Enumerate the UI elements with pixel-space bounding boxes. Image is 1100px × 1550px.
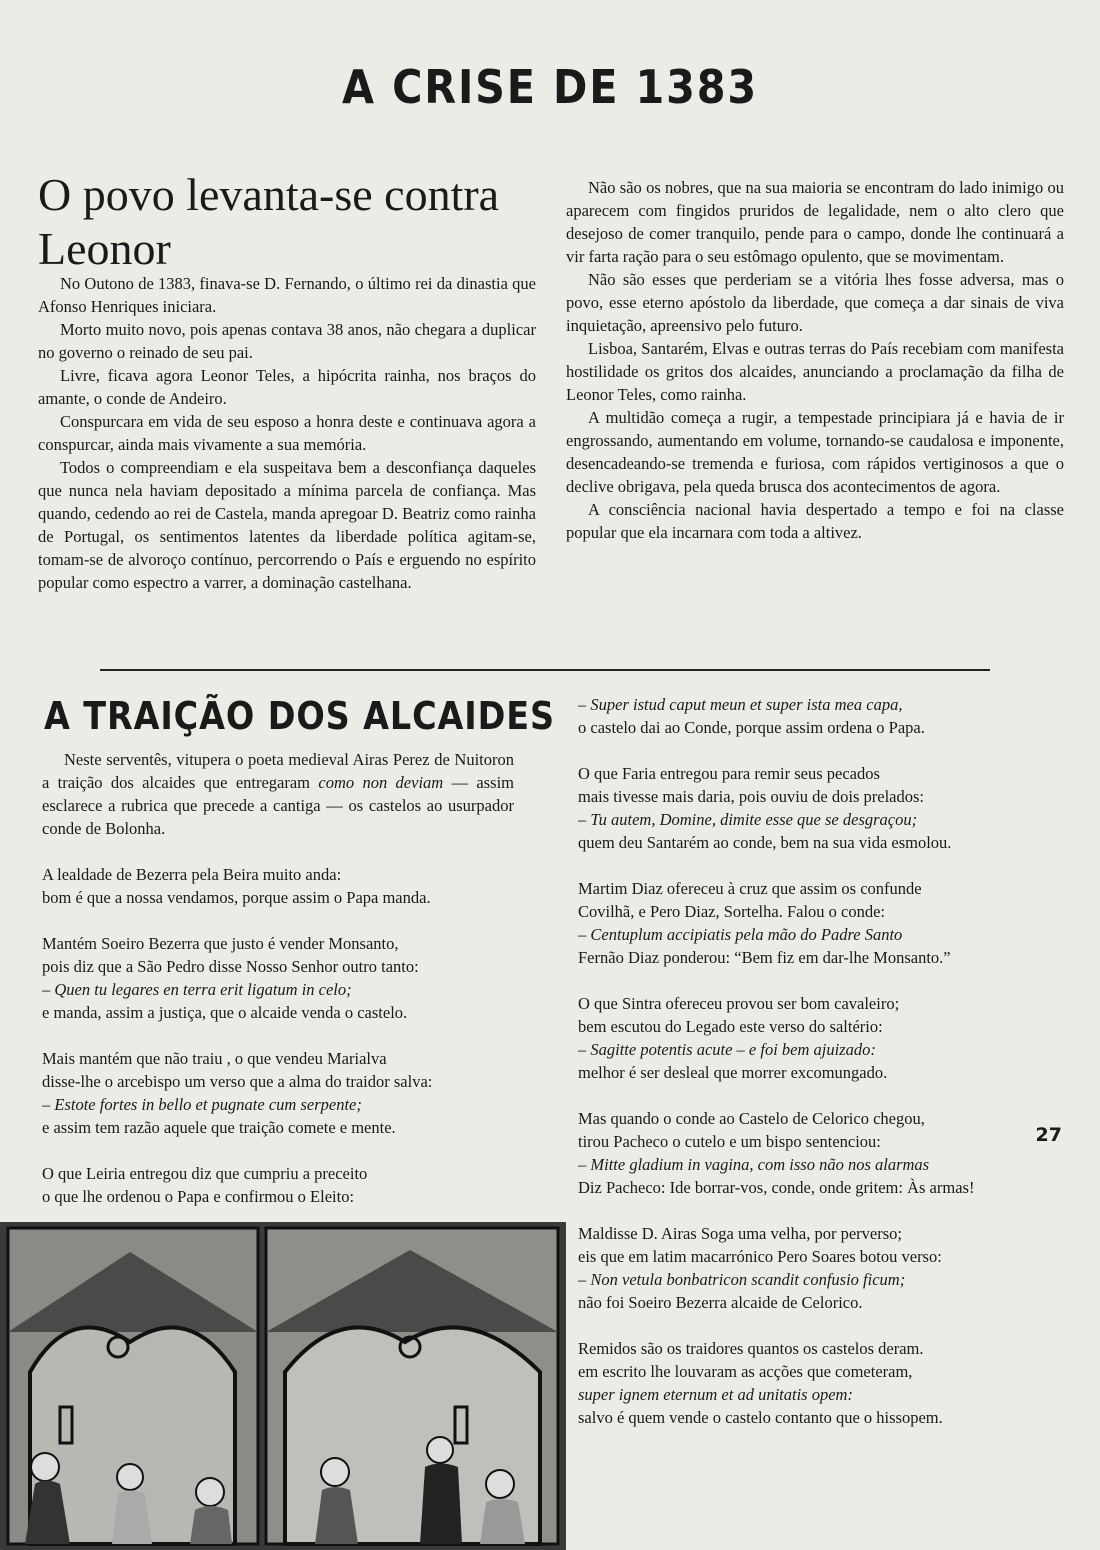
page-title: A CRISE DE 1383	[342, 60, 758, 114]
paragraph: Livre, ficava agora Leonor Teles, a hipócrita rainha, nos braços do amante, o conde de Andeiro.	[38, 366, 536, 408]
intro-text: Neste serventês, vitupera o poeta medieval Airas Perez de Nuitoron a traição dos alcaides que entregaram	[42, 750, 514, 792]
poem-line: Fernão Diaz ponderou: “Bem fiz em dar-lhe Monsanto.”	[578, 948, 951, 967]
poem-line: quem deu Santarém ao conde, bem na sua vida esmolou.	[578, 833, 952, 852]
poem-line: tirou Pacheco o cutelo e um bispo sentenciou:	[578, 1132, 881, 1151]
poem-stanza	[578, 1337, 1078, 1429]
poem-line: e manda, assim a justiça, que o alcaide venda o castelo.	[42, 1003, 408, 1022]
section-divider	[100, 669, 990, 671]
poem-stanza	[42, 1047, 542, 1139]
intro-text: — assim esclarece a rubrica que precede a cantiga — os castelos ao usurpador conde de Bolonha.	[42, 773, 514, 838]
section1-left-column	[38, 272, 536, 594]
section2-intro	[42, 748, 514, 840]
poem-stanza	[42, 863, 542, 909]
poem-line: bem escutou do Legado este verso do saltério:	[578, 1017, 883, 1036]
paragraph: Todos o compreendiam e ela suspeitava bem a desconfiança daqueles que nunca nela haviam depositado a mínima parcela de confiança. Mas quando, cedendo ao rei de Castela, manda apregoar D. Beatriz como rainha de Portugal, os sentimentos latentes da liberdade política agitam-se, tomam-se de alvoroço contínuo, percorrendo o País e erguendo no espírito popular como espectro a varrer, a dominação castelhana.	[38, 458, 536, 592]
poem-line: mais tivesse mais daria, pois ouviu de dois prelados:	[578, 787, 924, 806]
poem-line: salvo é quem vende o castelo contanto que o hissopem.	[578, 1408, 943, 1427]
poem-line: O que Leiria entregou diz que cumpriu a preceito	[42, 1164, 368, 1183]
poem-line: não foi Soeiro Bezerra alcaide de Celorico.	[578, 1293, 863, 1312]
poem-line: – Tu autem, Domine, dimite esse que se desgraçou;	[578, 810, 918, 829]
paragraph: Lisboa, Santarém, Elvas e outras terras do País recebiam com manifesta hostilidade os gritos dos alcaides, anunciando a proclamação da filha de Leonor Teles, como rainha.	[566, 339, 1064, 404]
poem-line: – Mitte gladium in vagina, com isso não nos alarmas	[578, 1155, 930, 1174]
section1-heading: O povo levanta-se contra Leonor	[38, 169, 500, 274]
poem-line: Covilhã, e Pero Diaz, Sortelha. Falou o conde:	[578, 902, 886, 921]
poem-stanza	[578, 693, 1078, 739]
paragraph: Conspurcara em vida de seu esposo a honra deste e continuava agora a conspurcar, ainda mais vivamente a sua memória.	[38, 412, 536, 454]
poem-line: – Sagitte potentis acute – e foi bem ajuizado:	[578, 1040, 876, 1059]
paragraph: Não são os nobres, que na sua maioria se encontram do lado inimigo ou aparecem com fingidos pruridos de legalidade, nem o alto clero que desejoso de comer tranquilo, pende para o campo, donde lhe continuará a vir farta ração para o seu estômago opulento, que se movimentam.	[566, 178, 1064, 266]
poem-line: Mais mantém que não traiu , o que vendeu Marialva	[42, 1049, 387, 1068]
poem-line: Martim Diaz ofereceu à cruz que assim os confunde	[578, 879, 922, 898]
poem-line: O que Faria entregou para remir seus pecados	[578, 764, 880, 783]
poem-stanza	[42, 1162, 542, 1208]
poem-line: pois diz que a São Pedro disse Nosso Senhor outro tanto:	[42, 957, 419, 976]
poem-stanza	[42, 932, 542, 1024]
poem-line: Mantém Soeiro Bezerra que justo é vender Monsanto,	[42, 934, 399, 953]
paragraph: No Outono de 1383, finava-se D. Fernando, o último rei da dinastia que Afonso Henriques iniciara.	[38, 274, 536, 316]
poem-line: eis que em latim macarrónico Pero Soares botou verso:	[578, 1247, 942, 1266]
poem-line: – Quen tu legares en terra erit ligatum in celo;	[42, 980, 352, 999]
section2-heading: A TRAIÇÃO DOS ALCAIDES	[44, 694, 555, 738]
poem-line: – Centuplum accipiatis pela mão do Padre Santo	[578, 925, 903, 944]
poem-line: – Estote fortes in bello et pugnate cum serpente;	[42, 1095, 362, 1114]
poem-line: o que lhe ordenou o Papa e confirmou o Eleito:	[42, 1187, 355, 1206]
poem-stanza	[578, 1222, 1078, 1314]
poem-line: o castelo dai ao Conde, porque assim ordena o Papa.	[578, 718, 925, 737]
medieval-illustration	[0, 1222, 566, 1550]
poem-line: – Non vetula bonbatricon scandit confusio ficum;	[578, 1270, 906, 1289]
poem-line: Mas quando o conde ao Castelo de Celorico chegou,	[578, 1109, 925, 1128]
page-number: 27	[1035, 1124, 1062, 1146]
poem-line: A lealdade de Bezerra pela Beira muito anda:	[42, 865, 342, 884]
intro-paragraph	[42, 748, 514, 840]
poem-line: disse-lhe o arcebispo um verso que a alma do traidor salva:	[42, 1072, 433, 1091]
paragraph: A consciência nacional havia despertado a tempo e foi na classe popular que ela incarnara com toda a altivez.	[566, 500, 1064, 542]
poem-line: melhor é ser desleal que morrer excomungado.	[578, 1063, 888, 1082]
poem-line: em escrito lhe louvaram as acções que cometeram,	[578, 1362, 913, 1381]
poem-left-column	[42, 863, 542, 1231]
poem-line: – Super istud caput meun et super ista mea capa,	[578, 695, 903, 714]
poem-line: e assim tem razão aquele que traição comete e mente.	[42, 1118, 396, 1137]
poem-line: O que Sintra ofereceu provou ser bom cavaleiro;	[578, 994, 900, 1013]
paragraph: Não são esses que perderiam se a vitória lhes fosse adversa, mas o povo, esse eterno apóstolo da liberdade, que começa a dar sinais de viva inquietação, apreensivo pelo futuro.	[566, 270, 1064, 335]
poem-line: bom é que a nossa vendamos, porque assim o Papa manda.	[42, 888, 431, 907]
poem-stanza	[578, 877, 1078, 969]
poem-stanza	[578, 762, 1078, 854]
poem-line: Diz Pacheco: Ide borrar-vos, conde, onde gritem: Às armas!	[578, 1178, 975, 1197]
paragraph: A multidão começa a rugir, a tempestade principiara já e havia de ir engrossando, aumentando em volume, tornando-se caudalosa e imponente, desencadeando-se tremenda e furiosa, com rápidos vertiginosos a que o declive obrigava, pela queda brusca dos acontecimentos de agora.	[566, 408, 1064, 496]
poem-line: super ignem eternum et ad unitatis opem:	[578, 1385, 853, 1404]
section1-right-column	[566, 176, 1064, 544]
paragraph: Morto muito novo, pois apenas contava 38 anos, não chegara a duplicar no governo o reinado de seu pai.	[38, 320, 536, 362]
poem-right-column	[578, 693, 1078, 1452]
intro-italic: como non deviam	[318, 773, 444, 792]
poem-stanza	[578, 1107, 1078, 1199]
poem-line: Remidos são os traidores quantos os castelos deram.	[578, 1339, 924, 1358]
poem-line: Maldisse D. Airas Soga uma velha, por perverso;	[578, 1224, 902, 1243]
poem-stanza	[578, 992, 1078, 1084]
